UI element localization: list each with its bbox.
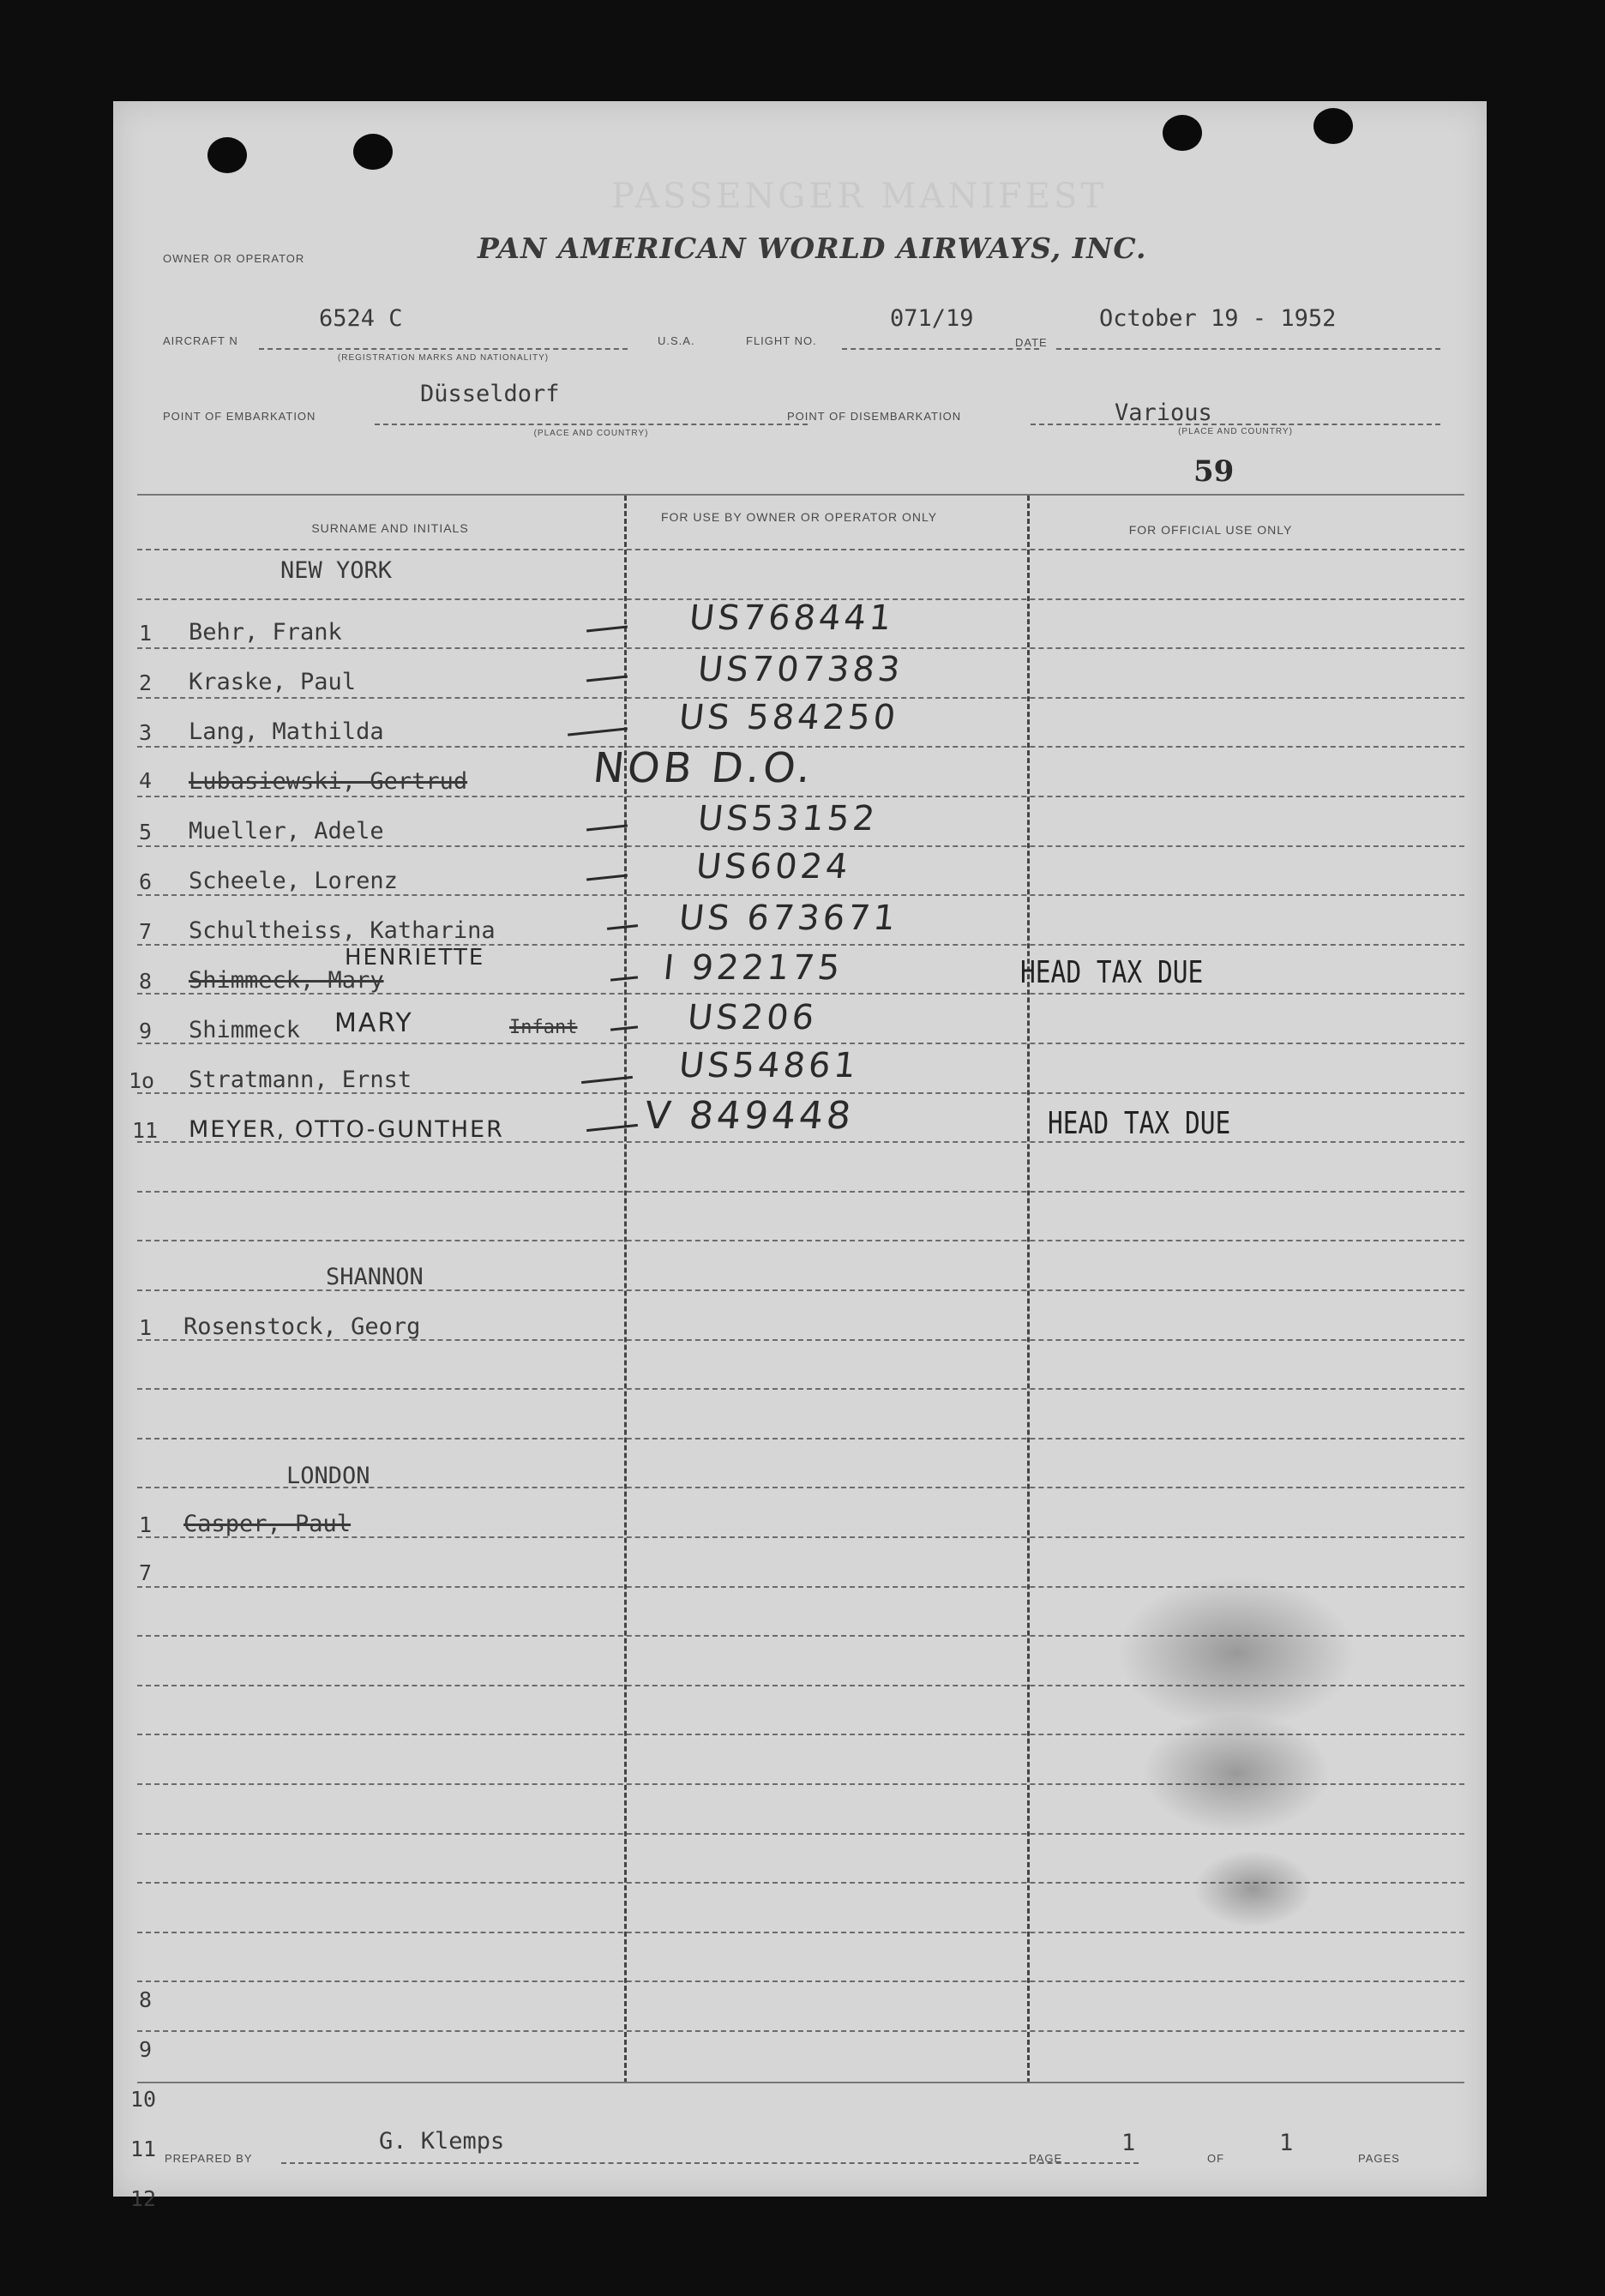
row-number: 5 [139,820,153,844]
page-value: 1 [1121,2130,1136,2156]
row-number: 9 [139,2037,153,2062]
faded-form-title: PASSENGER MANIFEST [610,177,1108,216]
table-row-line [137,894,1464,896]
table-row-line [137,1191,1464,1193]
table-top-rule [137,494,1464,496]
row-number: 8 [139,1987,153,2012]
check-dash [607,924,638,930]
table-row-line [137,647,1464,649]
flight-value: 071/19 [890,305,974,332]
check-dash [568,727,628,736]
passenger-name: Behr, Frank [189,619,342,646]
row-number: 9 [139,1019,153,1043]
section-heading: NEW YORK [280,557,393,584]
table-row-line [137,1438,1464,1440]
owner-entry: US6024 [694,847,853,887]
table-row-line [137,1388,1464,1390]
punch-hole [207,137,247,173]
handwritten-name: HENRIETTE [345,945,485,971]
passenger-name: Schultheiss, Katharina [189,917,496,944]
embark-value: Düsseldorf [420,381,560,407]
owner-entry: US 584250 [676,698,901,737]
passenger-name: Rosenstock, Georg [183,1313,421,1340]
date-label: DATE [1015,336,1048,349]
passenger-name: Lang, Mathilda [189,718,384,745]
disembark-sub: (PLACE AND COUNTRY) [1178,427,1293,436]
check-dash [586,824,628,831]
column-header-official: FOR OFFICIAL USE ONLY [1128,523,1293,537]
section-heading: LONDON [286,1463,370,1489]
aircraft-label: AIRCRAFT N [163,334,238,347]
row-number: 7 [139,1560,153,1585]
prepared-label: PREPARED BY [165,2152,253,2165]
row-number: 1 [139,1315,153,1340]
table-row-line [137,1833,1464,1835]
row-number: 11 [132,1118,159,1143]
table-row-line [137,944,1464,946]
owner-entry: US768441 [687,598,897,638]
owner-entry: US206 [685,998,820,1037]
owner-label: OWNER OR OPERATOR [163,252,305,265]
handwritten-name: MARY [334,1008,413,1038]
punch-hole [1163,115,1202,151]
prepared-line [281,2162,1139,2164]
row-number: 1 [139,1512,153,1537]
passenger-name: Scheele, Lorenz [189,868,398,894]
row-number: 12 [130,2186,157,2211]
ink-smudge [1193,1850,1313,1927]
disembark-label: POINT OF DISEMBARKATION [787,410,962,423]
airline-name: PAN AMERICAN WORLD AIRWAYS, INC. [478,231,1147,265]
table-row-line [137,1980,1464,1982]
owner-entry: V 849448 [642,1094,857,1138]
disembark-value: Various [1115,400,1212,426]
flight-label: FLIGHT NO. [746,334,817,347]
row-number: 6 [139,869,153,894]
infant-note: Infant [509,1017,578,1038]
passenger-name: Kraske, Paul [189,669,357,695]
ink-smudge [1116,1576,1356,1730]
row-number: 1o [129,1068,155,1093]
official-stamp: HEAD TAX DUE [1048,1106,1231,1141]
punch-hole [353,134,393,170]
disembark-line [1031,424,1440,425]
passenger-name: Stratmann, Ernst [189,1067,412,1093]
official-stamp: HEAD TAX DUE [1020,955,1204,990]
embark-label: POINT OF EMBARKATION [163,410,316,423]
registration-sub: (REGISTRATION MARKS AND NATIONALITY) [337,353,550,363]
row-number: 1 [139,621,153,646]
column-header-owner: FOR USE BY OWNER OR OPERATOR ONLY [660,510,938,524]
row-number: 4 [139,768,153,793]
usa-label: U.S.A. [658,334,695,347]
passenger-name: Shimmeck [189,1017,301,1043]
passenger-name: Shimmeck, Mary [189,967,384,994]
owner-entry: US53152 [695,799,881,838]
table-bottom-rule [137,2082,1464,2083]
section-heading: SHANNON [326,1264,424,1290]
pages-label: PAGES [1358,2152,1400,2165]
passenger-name: Mueller, Adele [189,818,384,844]
row-number: 11 [130,2137,157,2161]
passenger-name: Casper, Paul [183,1511,352,1537]
table-row-line [137,2030,1464,2032]
aircraft-value: 6524 C [319,305,403,332]
owner-entry: I 922175 [661,948,845,988]
owner-entry: NOB D.O. [591,744,817,792]
page-label: PAGE [1029,2152,1063,2165]
handwritten-name: MEYER, OTTO-GUNTHER [189,1116,504,1143]
prepared-value: G. Klemps [379,2128,505,2155]
embark-sub: (PLACE AND COUNTRY) [533,429,649,438]
table-row-line [137,796,1464,797]
flight-line [842,348,1039,350]
ink-smudge [1142,1713,1331,1833]
row-number: 7 [139,919,153,944]
manifest-sheet [113,101,1487,2211]
table-row-line [137,1043,1464,1044]
date-line [1056,348,1440,350]
punch-hole [1313,108,1353,144]
aircraft-line [259,348,628,350]
check-dash [586,625,628,632]
owner-entry: US707383 [695,650,905,689]
row-number: 8 [139,969,153,994]
date-value: October 19 - 1952 [1099,305,1337,332]
page-mark: 59 [1193,454,1235,489]
of-label: OF [1207,2152,1225,2165]
row-number: 10 [130,2087,157,2112]
of-value: 1 [1279,2130,1294,2156]
row-number: 3 [139,720,153,745]
embark-line [375,424,808,425]
check-dash [586,874,628,881]
column-header-surname: SURNAME AND INITIALS [311,521,469,535]
check-dash [586,675,628,682]
check-dash [586,1124,638,1132]
owner-entry: US54861 [676,1046,862,1085]
table-row-line [137,1240,1464,1241]
row-number: 2 [139,670,153,695]
table-row-line [137,549,1464,550]
owner-entry: US 673671 [676,899,901,938]
passenger-name: Lubasiewski, Gertrud [189,768,468,795]
table-row-line [137,1932,1464,1933]
